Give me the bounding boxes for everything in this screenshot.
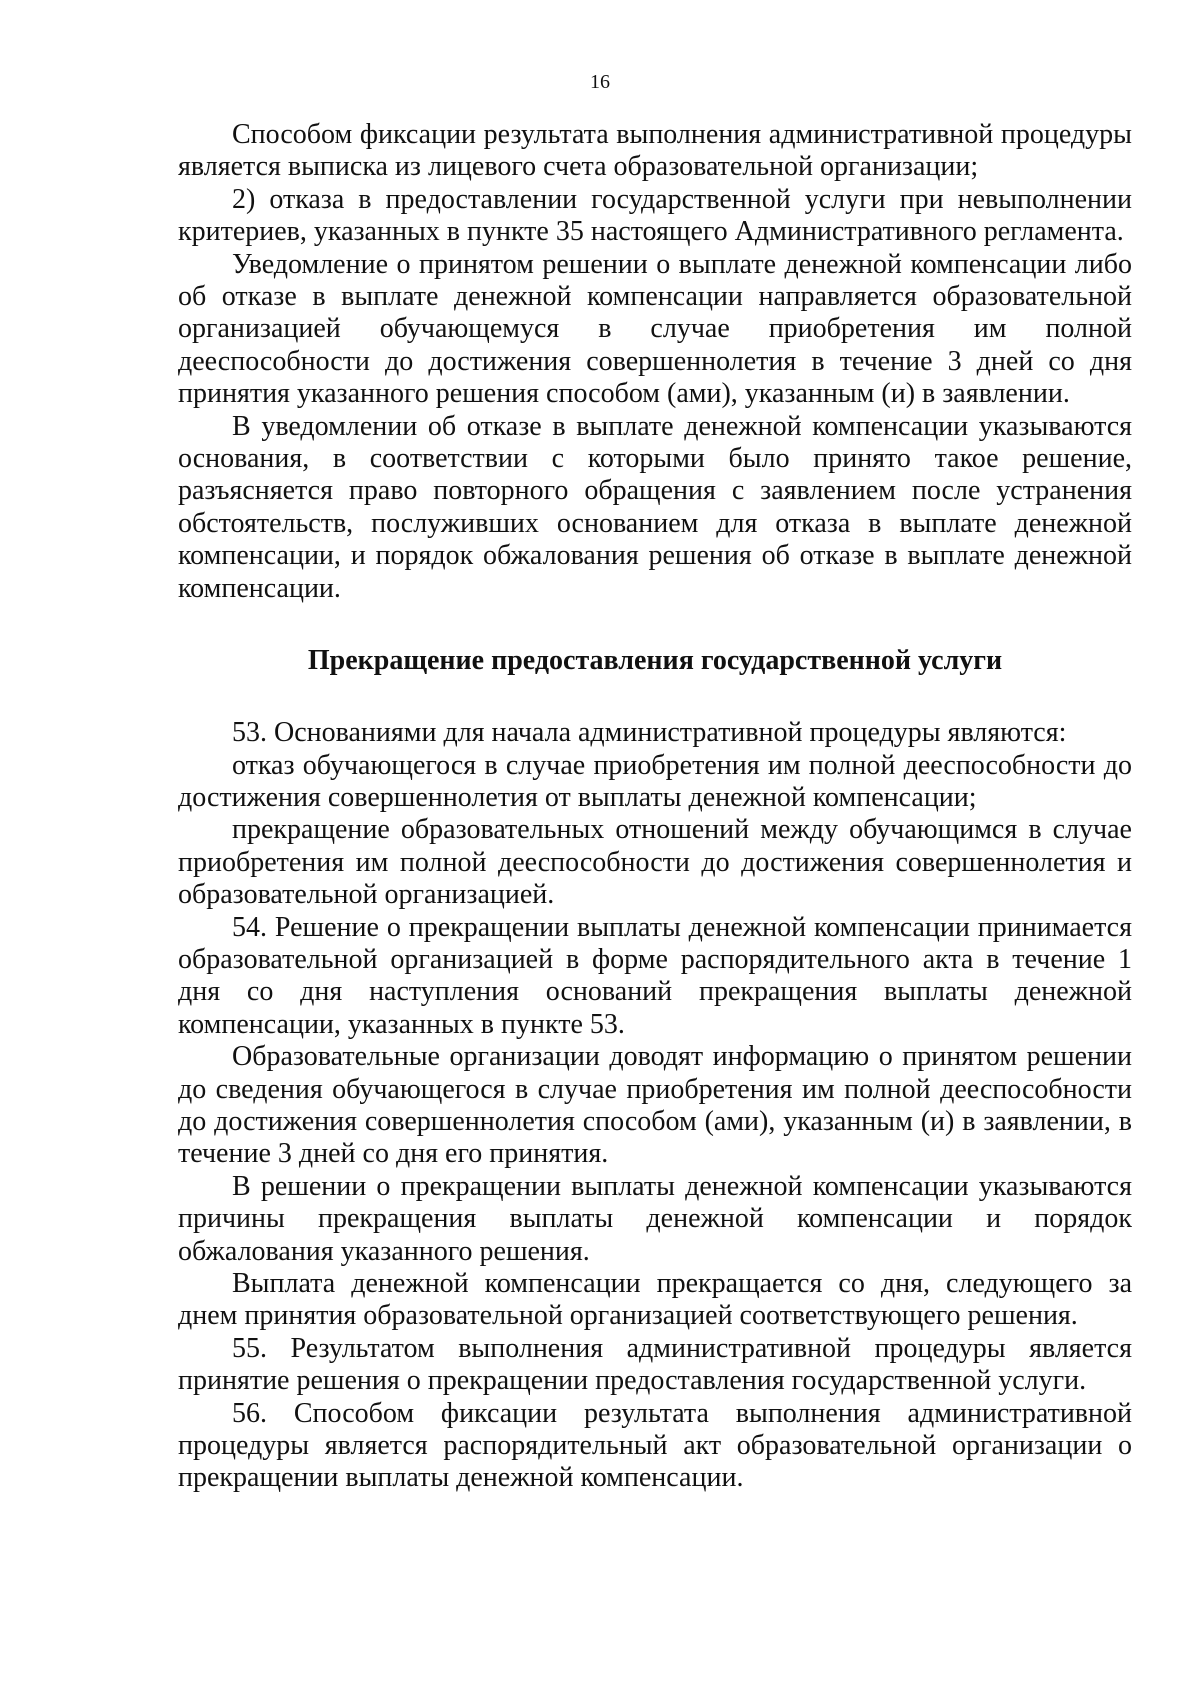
paragraph-54-reasons: В решении о прекращении выплаты денежной компенсации указываются причины прекращения выплаты денежной компенсации и порядок обжалования указанного решения. — [178, 1170, 1132, 1267]
document-body — [178, 119, 1132, 1495]
paragraph-notification: Уведомление о принятом решении о выплате денежной компенсации либо об отказе в выплате денежной компенсации направляется образовательной организацией обучающемуся в случае приобретения им полной дееспособности до достижения совершеннолетия в течение 3 дней со дня принятия указанного решения способом (ами), указанным (и) в заявлении. — [178, 248, 1132, 410]
paragraph-54-information: Образовательные организации доводят информацию о принятом решении до сведения обучающегося в случае приобретения им полной дееспособности до достижения совершеннолетия способом (ами), указанным (и) в заявлении, в течение 3 дней со дня его принятия. — [178, 1041, 1132, 1170]
paragraph-53: 53. Основаниями для начала административной процедуры являются: — [232, 717, 1067, 749]
paragraph-54: 54. Решение о прекращении выплаты денежной компенсации принимается образовательной организацией в форме распорядительного акта в течение 1 дня со дня наступления оснований прекращения выплаты денежной компенсации, указанных в пункте 53. — [178, 911, 1132, 1040]
paragraph-53-refusal: отказ обучающегося в случае приобретения им полной дееспособности до достижения совершеннолетия от выплаты денежной компенсации; — [178, 749, 1132, 813]
paragraph-54-termination-date: Выплата денежной компенсации прекращается со дня, следующего за днем принятия образовательной организацией соответствующего решения. — [178, 1268, 1132, 1332]
paragraph-55: 55. Результатом выполнения административной процедуры является принятие решения о прекращении предоставления государственной услуги. — [178, 1332, 1132, 1397]
paragraph-56: 56. Способом фиксации результата выполнения административной процедуры является распорядительный акт образовательной организации о прекращении выплаты денежной компенсации. — [178, 1397, 1132, 1494]
page-number: 16 — [590, 71, 610, 93]
paragraph-refusal-item-2: 2) отказа в предоставлении государственной услуги при невыполнении критериев, указанных в пункте 35 настоящего Административного регламента. — [178, 183, 1132, 248]
paragraph-53-termination: прекращение образовательных отношений между обучающимся в случае приобретения им полной дееспособности до достижения совершеннолетия и образовательной организацией. — [178, 814, 1132, 911]
paragraph-fixation-method: Способом фиксации результата выполнения административной процедуры является выписка из лицевого счета образовательной организации; — [178, 119, 1132, 183]
paragraph-refusal-notice: В уведомлении об отказе в выплате денежной компенсации указываются основания, в соответствии с которыми было принято такое решение, разъясняется право повторного обращения с заявлением после устранения обстоятельств, послуживших основанием для отказа в выплате денежной компенсации, и порядок обжалования решения об отказе в выплате денежной компенсации. — [178, 410, 1132, 604]
section-heading: Прекращение предоставления государственной услуги — [307, 645, 1003, 677]
